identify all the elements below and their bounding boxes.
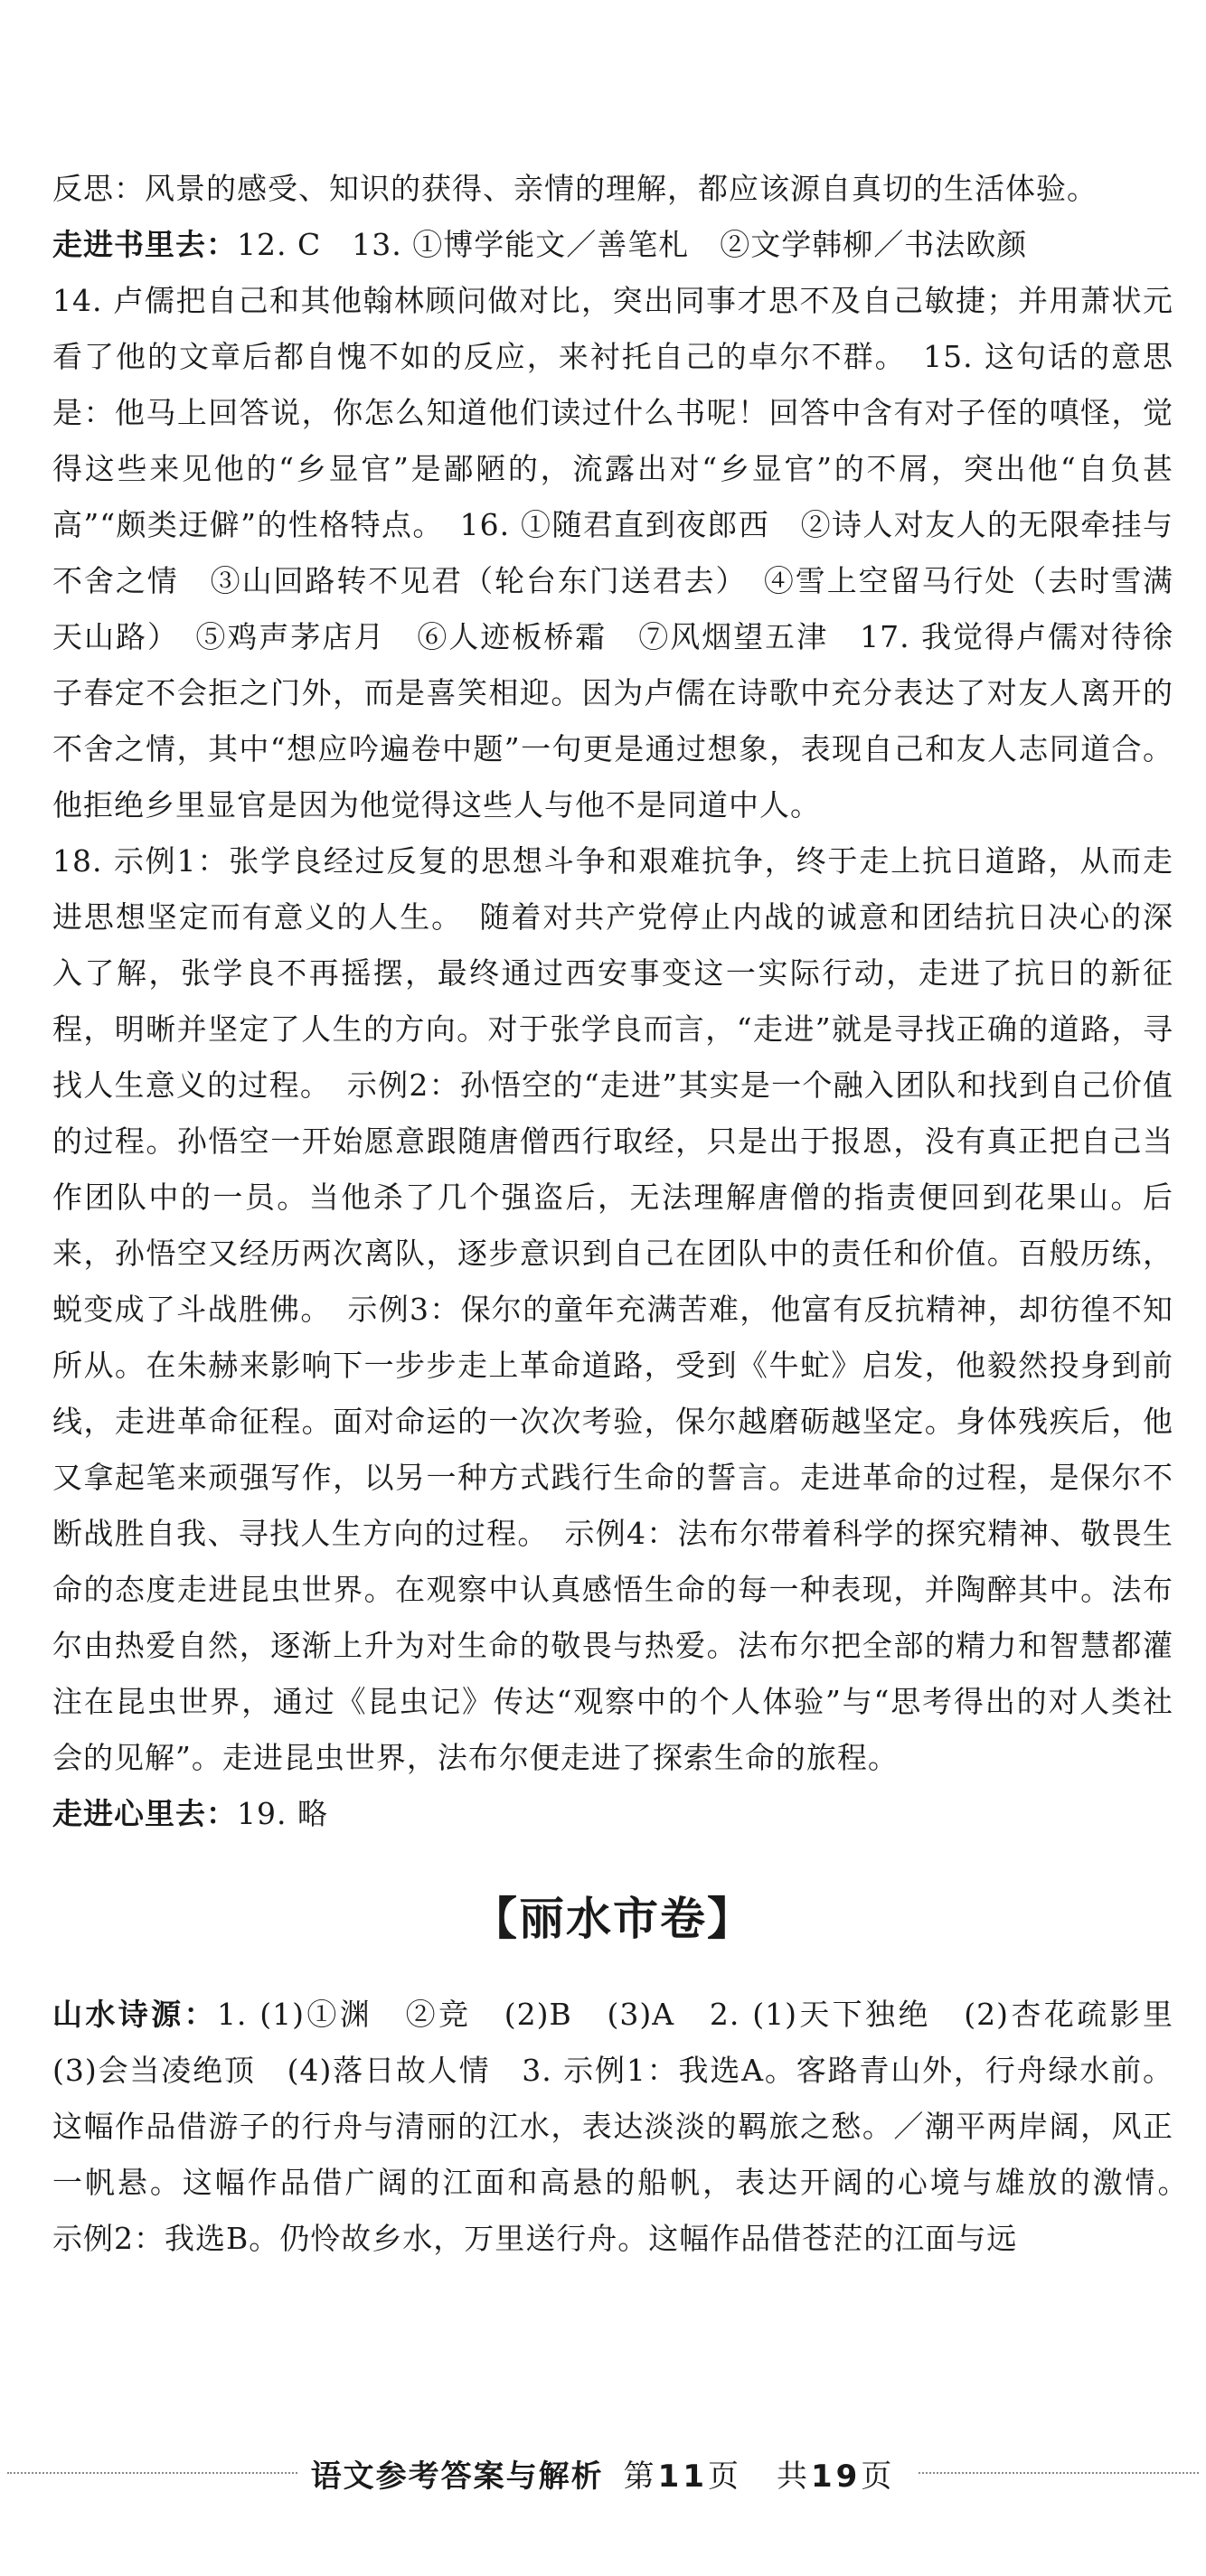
answer-text: 1. (1)①渊 ②竞 (2)B (3)A 2. (1)天下独绝 (2)杏花疏影里 (3)会当凌绝顶 (4)落日故人情 3. 示例1：我选A。客路青山外，行舟绿水前。这幅作品借游子的行舟与清丽的江水，表达淡淡的羁旅之愁。／潮平两岸阔，风正一帆悬。这幅作品借广阔的江面和高悬的船帆，表达开阔的心境与雄放的激情。 示例2：我选B。仍怜故乡水，万里送行舟。这幅作品借苍茫的江面与远 xyxy=(52,1997,1204,2256)
answer-paragraph xyxy=(52,161,1173,217)
answer-paragraph xyxy=(52,217,1173,273)
section-label: 山水诗源： xyxy=(52,1997,217,2032)
section-title: 【丽水市卷】 xyxy=(472,1893,754,1945)
footer-page-info xyxy=(624,2458,896,2495)
answer-paragraph xyxy=(52,833,1173,1786)
answer-text: 18. 示例1：张学良经过反复的思想斗争和艰难抗争，终于走上抗日道路，从而走进思想坚定而有意义的人生。 随着对共产党停止内战的诚意和团结抗日决心的深入了解，张学良不再摇摆，最终通过西安事变这一实际行动，走进了抗日的新征程，明晰并坚定了人生的方向。对于张学良而言，“走进”就是寻找正确的道路，寻找人生意义的过程。 示例2：孙悟空的“走进”其实是一个融入团队和找到自己价值的过程。孙悟空一开始愿意跟随唐僧西行取经，只是出于报恩，没有真正把自己当作团队中的一员。当他杀了几个强盗后，无法理解唐僧的指责便回到花果山。后来，孙悟空又经历两次离队，逐步意识到自己在团队中的责任和价值。百般历练，蜕变成了斗战胜佛。 示例3：保尔的童年充满苦难，他富有反抗精神，却彷徨不知所从。在朱赫来影响下一步步走上革命道路，受到《牛虻》启发，他毅然投身到前线，走进革命征程。面对命运的一次次考验，保尔越磨砺越坚定。身体残疾后，他又拿起笔来顽强写作，以另一种方式践行生命的誓言。走进革命的过程，是保尔不断战胜自我、寻找人生方向的过程。 示例4：法布尔带着科学的探究精神、敬畏生命的态度走进昆虫世界。在观察中认真感悟生命的每一种表现，并陶醉其中。法布尔由热爱自然，逐渐上升为对生命的敬畏与热爱。法布尔把全部的精力和智慧都灌注在昆虫世界，通过《昆虫记》传达“观察中的个人体验”与“思考得出的对人类社会的见解”。走进昆虫世界，法布尔便走进了探索生命的旅程。 xyxy=(52,843,1173,1775)
page-footer xyxy=(0,2446,1206,2500)
answer-paragraph xyxy=(52,1786,1173,1842)
answers-bottom xyxy=(52,1987,1204,2267)
answer-text: 14. 卢儒把自己和其他翰林顾问做对比，突出同事才思不及自己敏捷；并用萧状元看了他的文章后都自愧不如的反应，来衬托自己的卓尔不群。 15. 这句话的意思是：他马上回答说，你怎么知道他们读过什么书呢！回答中含有对子侄的嗔怪，觉得这些来见他的“乡显官”是鄙陋的，流露出对“乡显官”的不屑，突出他“自负甚高”“颇类迂僻”的性格特点。 16. ①随君直到夜郎西 ②诗人对友人的无限牵挂与不舍之情 ③山回路转不见君（轮台东门送君去） ④雪上空留马行处（去时雪满天山路） ⑤鸡声茅店月 ⑥人迹板桥霜 ⑦风烟望五津 17. 我觉得卢儒对待徐子春定不会拒之门外，而是喜笑相迎。因为卢儒在诗歌中充分表达了对友人离开的不舍之情，其中“想应吟遍卷中题”一句更是通过想象，表现自己和友人志同道合。他拒绝乡里显官是因为他觉得这些人与他不是同道中人。 xyxy=(52,283,1173,823)
section-label: 走进书里去： xyxy=(52,227,237,262)
answer-text: 12. C 13. ①博学能文／善笔札 ②文学韩柳／书法欧颜 xyxy=(237,227,1028,262)
page-mid: 页 共 xyxy=(708,2458,811,2495)
page-total: 19 xyxy=(811,2458,862,2495)
answer-paragraph xyxy=(52,1987,1204,2267)
answers-top xyxy=(52,161,1173,1842)
section-label: 走进心里去： xyxy=(52,1796,237,1831)
content-area xyxy=(52,161,1204,2267)
answer-paragraph xyxy=(52,273,1173,833)
page-suffix: 页 xyxy=(861,2458,896,2495)
page-number: 11 xyxy=(657,2458,708,2495)
page-prefix: 第 xyxy=(623,2458,658,2495)
answer-text: 反思：风景的感受、知识的获得、亲情的理解，都应该源自真切的生活体验。 xyxy=(52,171,1098,206)
footer-title: 语文参考答案与解析 xyxy=(310,2458,604,2495)
answer-text: 19. 略 xyxy=(237,1796,328,1831)
footer-divider-right xyxy=(919,2472,1199,2474)
footer-text xyxy=(298,2451,909,2496)
